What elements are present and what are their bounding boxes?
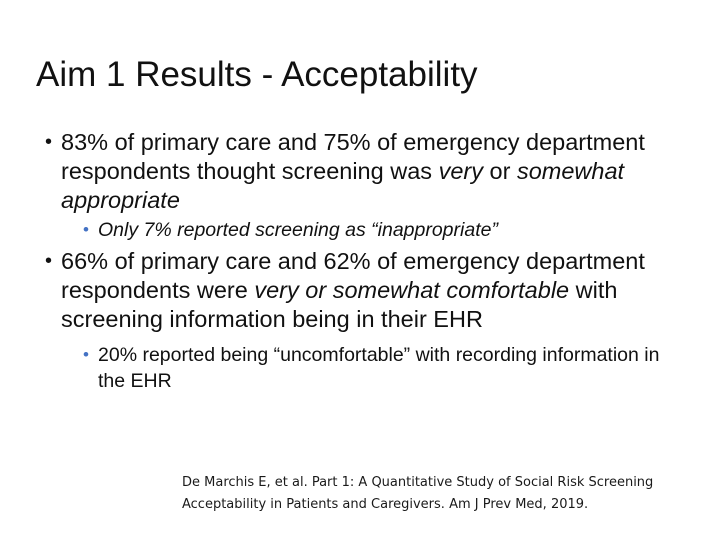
citation: De Marchis E, et al. Part 1: A Quantitative Study of Social Risk Screening Acceptability in Patients and Caregivers. Am J Prev Med, 2019. [182, 475, 654, 512]
slide-title: Aim 1 Results - Acceptability [36, 55, 478, 94]
bullet-emphasis: somewhat appropriate [61, 158, 625, 213]
bullet-dot-icon: • [45, 131, 53, 153]
sub-bullet-inappropriate [83, 217, 678, 243]
bullet-primary-acceptability [45, 128, 661, 215]
bullet-text: with screening information being in their EHR [61, 277, 618, 332]
bullet-emphasis: very or somewhat comfortable [254, 277, 570, 303]
sub-bullet-uncomfortable [83, 342, 678, 394]
sub-bullet-text: 20% reported being “uncomfortable” with recording information in the EHR [98, 344, 660, 392]
sub-bullet-dot-icon: • [83, 345, 89, 364]
bullet-text: or [482, 158, 517, 184]
bullet-text: 66% of primary care and 62% of emergency department respondents were [61, 248, 645, 303]
sub-bullet-text: Only 7% reported screening as “inappropriate” [98, 219, 498, 241]
bullet-text: 83% of primary care and 75% of emergency department respondents thought screening was [61, 129, 645, 184]
bullet-primary-comfort [45, 247, 661, 334]
bullet-emphasis: very [438, 158, 483, 184]
sub-bullet-dot-icon: • [83, 220, 89, 239]
bullet-list [0, 128, 720, 394]
bullet-dot-icon: • [45, 250, 53, 272]
